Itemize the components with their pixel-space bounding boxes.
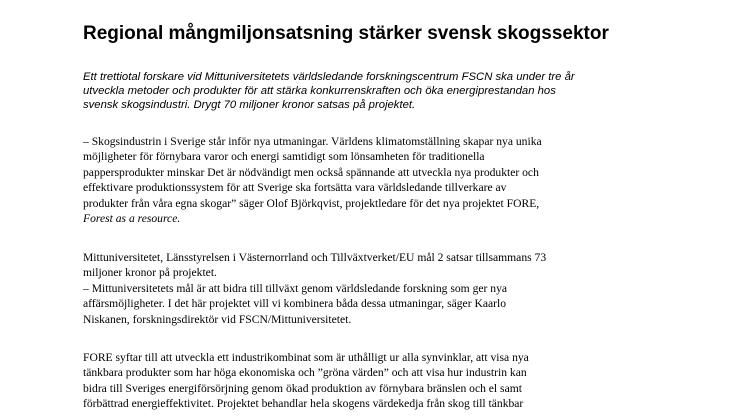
body-line: – Mittuniversitetets mål är att bidra till tillväxt genom världsledande forskning som ger nya [83,281,508,295]
body-line: Mittuniversitetet, Länsstyrelsen i Västernorrland och Tillväxtverket/EU mål 2 satsar tillsammans 73 [83,251,547,264]
lead-line: utveckla metoder och produkter för att stärka konkurrenskraften och öka energiprestandan hos [83,85,556,97]
body-line: miljoner kronor på projektet. [83,266,217,280]
body-line: affärsmöjligheter. I det här projektet vill vi kombinera båda dessa utmaningar, säger Kaarlo [83,297,506,311]
body-line: – Skogsindustrin i Sverige står inför nya utmaningar. Världens klimatomställning skapar nya unika [83,135,542,148]
body-paragraph-2 [83,250,703,327]
body-line: effektivare produktionssystem för att Sverige ska fortsätta vara världsledande tillverkare av [83,181,507,195]
lead-line: svensk skogsindustri. Drygt 70 miljoner kronor satsas på projektet. [83,99,416,111]
document-title: Regional mångmiljonsatsning stärker svensk skogssektor [83,23,609,44]
lead-line: Ett trettiotal forskare vid Mittuniversitetets världsledande forskningscentrum FSCN ska under tre år [83,71,575,83]
body-line: produkter från våra egna skogar” säger Olof Björkqvist, projektledare för det nya projektet FORE, [83,196,540,210]
body-line: pappersprodukter minskar Det är nödvändigt men också spännande att utveckla nya produkter och [83,165,539,179]
body-line: förbättrad energieffektivitet. Projektet behandlar hela skogens värdekedja från skog till tänkbar [83,397,524,411]
body-line: bidra till Sveriges energiförsörjning genom ökad produktion av förnybara bränslen och el samt [83,381,522,395]
project-name-italic: Forest as a resource. [83,212,181,226]
body-line: Niskanen, forskningsdirektör vid FSCN/Mittuniversitetet. [83,312,352,326]
lead-paragraph [83,70,683,112]
body-paragraph-1 [83,134,703,226]
body-line: FORE syftar till att utveckla ett industrikombinat som är uthålligt ur alla synvinklar, att visa nya [83,351,529,364]
body-line: möjligheter för förnybara varor och energi samtidigt som lönsamheten för traditionella [83,150,485,164]
body-paragraph-3 [83,350,703,412]
body-line: tänkbara produkter som har höga ekonomiska och ”gröna värden” och att visa hur industrin kan [83,366,527,380]
